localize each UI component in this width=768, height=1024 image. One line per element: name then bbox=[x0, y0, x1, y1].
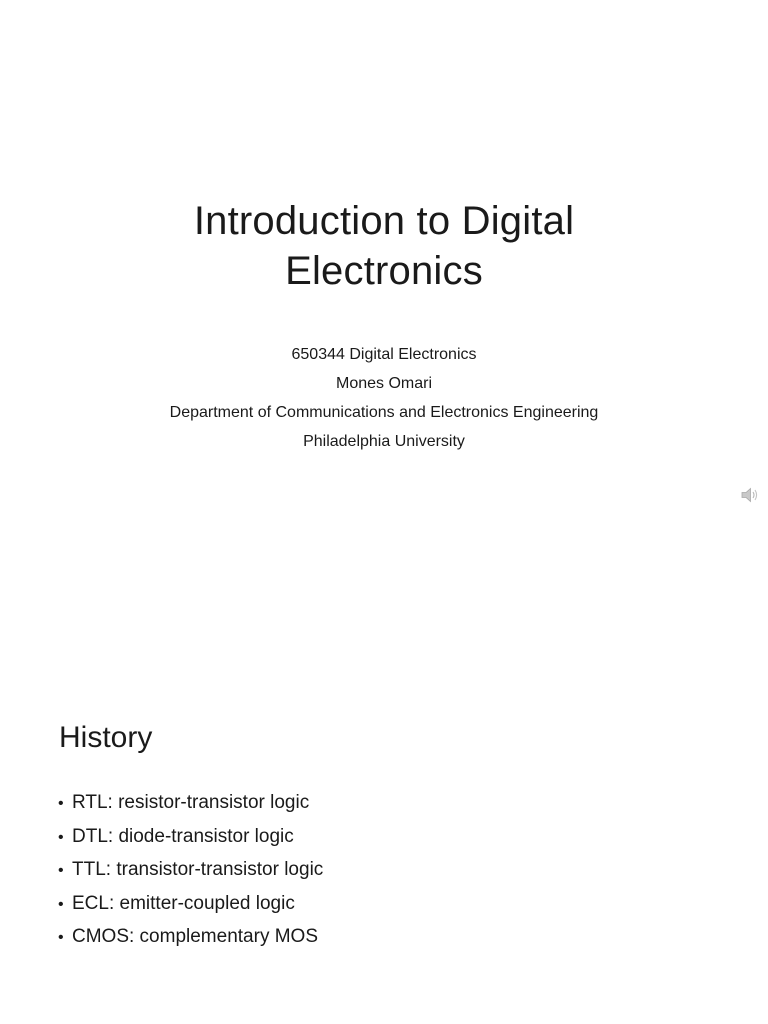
title-line-2: Electronics bbox=[285, 249, 483, 293]
department-name: Department of Communications and Electronics Engineering bbox=[169, 404, 599, 421]
university-name: Philadelphia University bbox=[303, 433, 465, 450]
list-item bbox=[58, 888, 323, 922]
bullet-icon: • bbox=[58, 795, 64, 812]
list-item-text: CMOS: complementary MOS bbox=[72, 926, 318, 947]
list-item bbox=[58, 854, 323, 888]
bullet-icon: • bbox=[58, 828, 64, 846]
list-item-text: ECL: emitter-coupled logic bbox=[72, 892, 295, 914]
list-item bbox=[58, 821, 323, 855]
list-item-text: TTL: transistor-transistor logic bbox=[72, 859, 324, 880]
list-item bbox=[58, 787, 323, 821]
list-item-text: DTL: diode-transistor logic bbox=[72, 825, 294, 847]
course-name: 650344 Digital Electronics bbox=[291, 346, 477, 363]
history-heading: History bbox=[59, 721, 153, 754]
title-line-1: Introduction to Digital bbox=[193, 199, 575, 243]
history-bullet-list bbox=[58, 787, 323, 955]
bullet-icon: • bbox=[58, 862, 64, 879]
speaker-icon[interactable] bbox=[741, 487, 759, 503]
list-item-text: RTL: resistor-transistor logic bbox=[72, 792, 310, 813]
slide-title-heading bbox=[0, 196, 768, 296]
author-name: Mones Omari bbox=[335, 375, 433, 392]
bullet-icon: • bbox=[58, 929, 64, 946]
slide-subtitle bbox=[0, 340, 768, 456]
slide-history bbox=[0, 576, 768, 1024]
list-item bbox=[58, 921, 323, 955]
bullet-icon: • bbox=[58, 895, 64, 913]
